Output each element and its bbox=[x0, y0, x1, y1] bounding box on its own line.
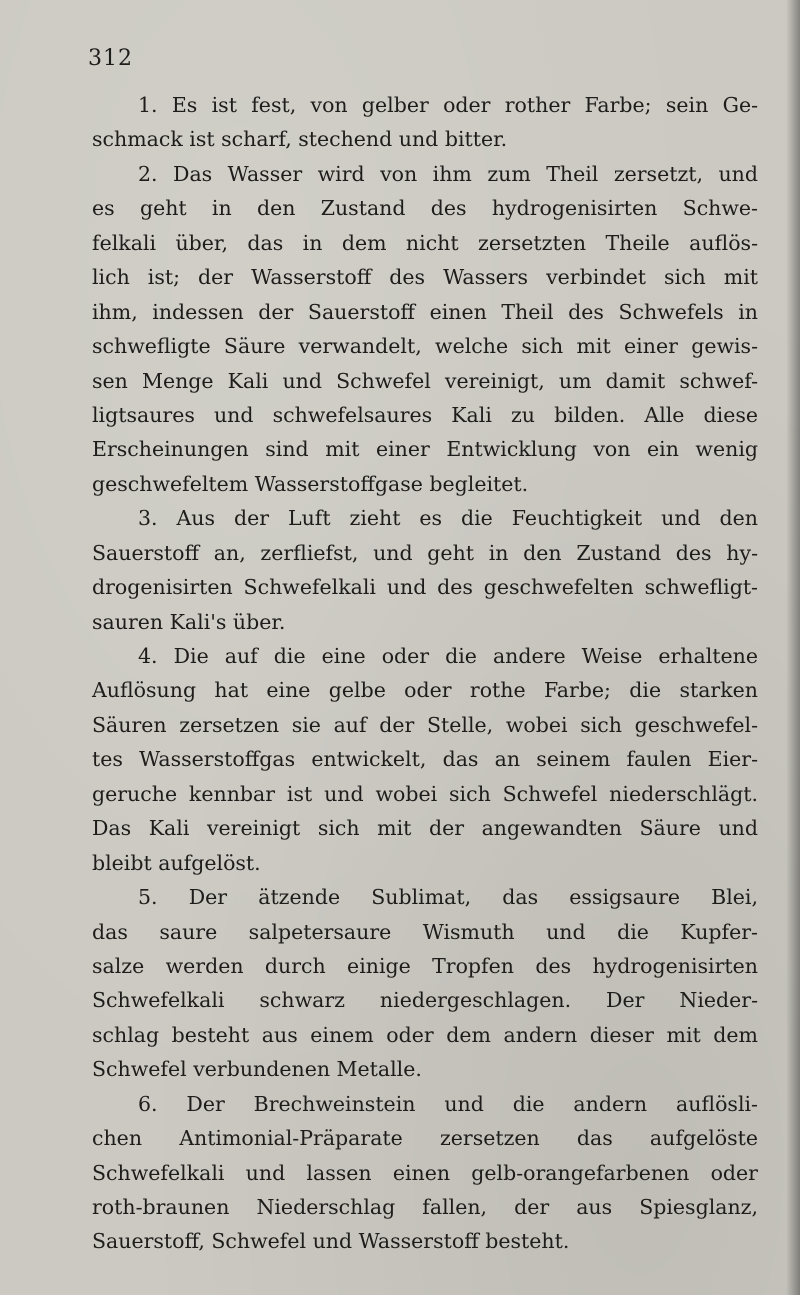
text-line: das saure salpetersaure Wismuth und die Kupfer- bbox=[92, 919, 758, 944]
text-line: Schwefelkali und lassen einen gelb-orangefarbenen oder bbox=[92, 1160, 758, 1185]
text-line: Das Kali vereinigt sich mit der angewandten Säure und bbox=[92, 816, 758, 841]
text-line: sauren Kali's über. bbox=[92, 609, 286, 634]
text-line: sen Menge Kali und Schwefel vereinigt, um damit schwef- bbox=[92, 368, 758, 393]
text-line: schmack ist scharf, stechend und bitter. bbox=[92, 127, 508, 152]
text-line: lich ist; der Wasserstoff des Wassers verbindet sich mit bbox=[92, 265, 758, 290]
text-line: 3. Aus der Luft zieht es die Feuchtigkeit und den bbox=[138, 506, 758, 531]
text-line: Schwefelkali schwarz niedergeschlagen. Der Nieder- bbox=[92, 988, 758, 1013]
paragraph-4 bbox=[92, 639, 758, 880]
text-line: schwefligte Säure verwandelt, welche sich mit einer gewis- bbox=[92, 334, 758, 359]
text-line: Sauerstoff, Schwefel und Wasserstoff besteht. bbox=[92, 1229, 570, 1254]
text-line: felkali über, das in dem nicht zersetzten Theile auflös- bbox=[92, 230, 758, 255]
paragraph-2 bbox=[92, 157, 758, 501]
text-line: salze werden durch einige Tropfen des hydrogenisirten bbox=[92, 953, 758, 978]
text-line: Sauerstoff an, zerfliefst, und geht in den Zustand des hy- bbox=[92, 540, 758, 565]
text-line: bleibt aufgelöst. bbox=[92, 850, 261, 875]
text-line: 4. Die auf die eine oder die andere Weise erhaltene bbox=[138, 644, 758, 668]
text-line: ligtsaures und schwefelsaures Kali zu bilden. Alle diese bbox=[92, 402, 758, 427]
text-line: 6. Der Brechweinstein und die andern auflösli- bbox=[138, 1091, 758, 1116]
body-text bbox=[92, 88, 758, 1259]
text-line: geruche kennbar ist und wobei sich Schwefel niederschlägt. bbox=[92, 781, 758, 806]
text-line: 2. Das Wasser wird von ihm zum Theil zersetzt, und bbox=[138, 161, 758, 186]
paragraph-5 bbox=[92, 880, 758, 1087]
text-line: roth-braunen Niederschlag fallen, der aus Spiesglanz, bbox=[92, 1195, 758, 1219]
paragraph-1 bbox=[92, 88, 758, 157]
text-line: Schwefel verbundenen Metalle. bbox=[92, 1057, 422, 1082]
page-number: 312 bbox=[88, 46, 133, 71]
text-line: chen Antimonial-Präparate zersetzen das aufgelöste bbox=[92, 1126, 758, 1151]
text-line: 1. Es ist fest, von gelber oder rother Farbe; sein Ge- bbox=[138, 93, 758, 117]
text-line: drogenisirten Schwefelkali und des geschwefelten schwefligt- bbox=[92, 575, 758, 600]
text-line: Säuren zersetzen sie auf der Stelle, wobei sich geschwefel- bbox=[92, 712, 758, 737]
paragraph-3 bbox=[92, 501, 758, 639]
text-line: Erscheinungen sind mit einer Entwicklung von ein wenig bbox=[92, 437, 758, 462]
text-line: es geht in den Zustand des hydrogenisirten Schwe- bbox=[92, 196, 758, 221]
text-line: schlag besteht aus einem oder dem andern dieser mit dem bbox=[92, 1022, 758, 1047]
paragraph-6 bbox=[92, 1087, 758, 1259]
text-line: ihm, indessen der Sauerstoff einen Theil des Schwefels in bbox=[92, 299, 758, 324]
text-line: 5. Der ätzende Sublimat, das essigsaure Blei, bbox=[138, 885, 758, 910]
text-line: tes Wasserstoffgas entwickelt, das an seinem faulen Eier- bbox=[92, 747, 758, 772]
text-line: geschwefeltem Wasserstoffgase begleitet. bbox=[92, 471, 529, 496]
text-line: Auflösung hat eine gelbe oder rothe Farbe; die starken bbox=[92, 678, 758, 703]
